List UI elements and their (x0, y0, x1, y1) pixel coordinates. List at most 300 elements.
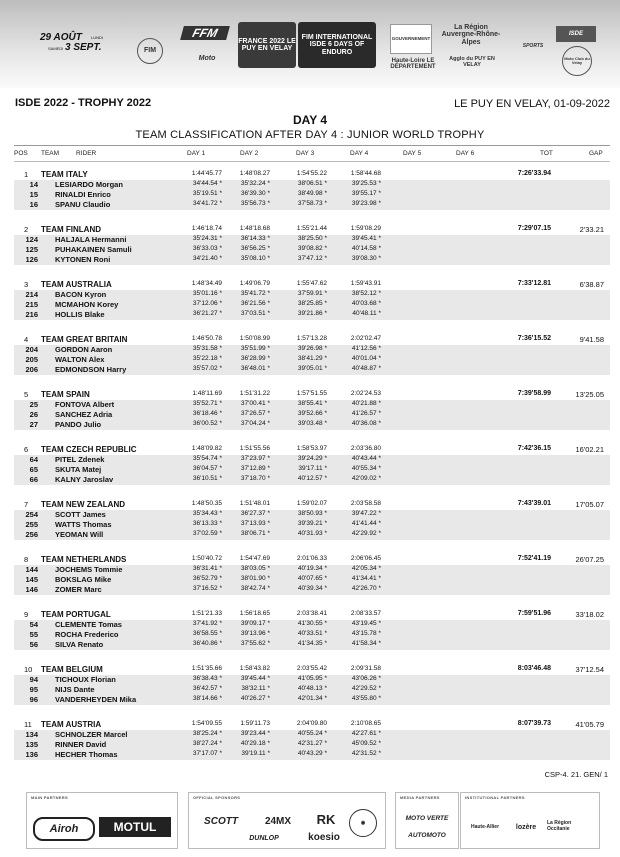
rider-day2: 37'00.41 * (240, 400, 270, 407)
team-row (0, 720, 620, 730)
rider-day3: 40'43.29 * (297, 750, 327, 757)
rider-day1: 37'16.52 * (192, 585, 222, 592)
rider-day3: 40'48.13 * (297, 685, 327, 692)
rider-day2: 35'08.10 * (240, 255, 270, 262)
rider-name: WALTON Alex (55, 355, 105, 364)
rider-day4: 39'23.98 * (351, 200, 381, 207)
media-partners-box (395, 792, 459, 849)
team-day4: 1:59'43.91 (350, 280, 381, 287)
rider-number: 214 (25, 290, 38, 299)
rider-day4: 42'29.52 * (351, 685, 381, 692)
team-day2: 1:54'47.69 (239, 555, 270, 562)
team-day4: 2:10'08.65 (350, 720, 381, 727)
rider-name: CLEMENTE Tomas (55, 620, 122, 629)
team-day4: 2:09'31.58 (350, 665, 381, 672)
team-day3: 1:58'53.97 (296, 445, 327, 452)
scott-logo: SCOTT (204, 815, 238, 827)
rider-number: 204 (25, 345, 38, 354)
team-classification-table (0, 167, 620, 772)
rider-row (0, 200, 620, 210)
team-day1: 1:51'35.66 (191, 665, 222, 672)
rider-day3: 38'55.41 * (297, 400, 327, 407)
rider-day1: 36'18.46 * (192, 410, 222, 417)
rider-day1: 35'19.51 * (192, 190, 222, 197)
rider-day1: 36'33.03 * (192, 245, 222, 252)
rider-day2: 35'41.72 * (240, 290, 270, 297)
rider-day4: 39'55.17 * (351, 190, 381, 197)
rider-name: GORDON Aaron (55, 345, 113, 354)
rider-day3: 42'01.34 * (297, 695, 327, 702)
rider-name: BACON Kyron (55, 290, 107, 299)
rider-row (0, 740, 620, 750)
rider-day1: 38'25.24 * (192, 730, 222, 737)
official-sponsors-box (188, 792, 386, 849)
team-day1: 1:48'09.82 (191, 445, 222, 452)
rider-row (0, 180, 620, 190)
team-day4: 2:06'06.45 (350, 555, 381, 562)
team-day3: 1:57'13.28 (296, 335, 327, 342)
airoh-logo: Airoh (33, 817, 95, 841)
rider-day3: 40'12.57 * (297, 475, 327, 482)
team-gap: 9'41.58 (579, 335, 604, 344)
rider-day4: 41'26.57 * (351, 410, 381, 417)
team-gap: 6'38.87 (579, 280, 604, 289)
rider-day3: 38'49.98 * (297, 190, 327, 197)
rider-day4: 40'01.04 * (351, 355, 381, 362)
region-logo: La Région Auvergne-Rhône-Alpes (441, 23, 501, 46)
rider-day2: 36'48.01 * (240, 365, 270, 372)
rider-day2: 36'39.30 * (240, 190, 270, 197)
rider-day3: 41'30.55 * (297, 620, 327, 627)
rider-day1: 36'58.55 * (192, 630, 222, 637)
rider-name: JOCHEMS Tommie (55, 565, 123, 574)
rider-day1: 34'21.40 * (192, 255, 222, 262)
moto-verte-logo: MOTO VERTE (405, 814, 449, 822)
rider-day1: 37'17.07 * (192, 750, 222, 757)
rider-name: VANDERHEYDEN Mika (55, 695, 137, 704)
team-block (0, 277, 620, 332)
rider-day4: 43'19.45 * (351, 620, 381, 627)
team-day2: 1:48'08.27 (239, 170, 270, 177)
team-day3: 2:03'55.42 (296, 665, 327, 672)
team-total: 7:33'12.81 (517, 280, 551, 287)
rider-day4: 38'52.12 * (351, 290, 381, 297)
team-gap: 41'05.79 (575, 720, 604, 729)
rider-day2: 40'29.18 * (240, 740, 270, 747)
rider-day4: 39'25.53 * (351, 180, 381, 187)
team-block (0, 167, 620, 222)
main-partners-label: MAIN PARTNERS (31, 795, 68, 800)
rider-name: HECHER Thomas (55, 750, 118, 759)
team-row (0, 665, 620, 675)
rider-day4: 42'27.61 * (351, 730, 381, 737)
rider-day2: 40'26.27 * (240, 695, 270, 702)
rider-name: YEOMAN Will (55, 530, 104, 539)
rider-name: NIJS Dante (55, 685, 95, 694)
rider-row (0, 750, 620, 760)
isde-logo: FIM INTERNATIONAL ISDE 6 DAYS OF ENDURO (298, 22, 376, 68)
rider-day4: 39'45.41 * (351, 235, 381, 242)
rider-day2: 36'27.37 * (240, 510, 270, 517)
rider-day3: 39'21.86 * (297, 310, 327, 317)
team-day2: 1:58'43.82 (239, 665, 270, 672)
rider-day1: 36'42.57 * (192, 685, 222, 692)
location-date: LE PUY EN VELAY, 01-09-2022 (454, 98, 610, 110)
media-partners-label: MEDIA PARTNERS (400, 795, 440, 800)
rider-day2: 37'26.57 * (240, 410, 270, 417)
rider-day2: 38'32.11 * (241, 685, 270, 692)
institutional-partners-label: INSTITUTIONAL PARTNERS (465, 795, 525, 800)
lozere-logo: lozère (515, 823, 537, 831)
rider-day4: 41'34.41 * (351, 575, 381, 582)
rider-day3: 38'50.93 * (297, 510, 327, 517)
team-day1: 1:44'45.77 (191, 170, 222, 177)
rider-day4: 40'21.88 * (351, 400, 381, 407)
main-partners-box (26, 792, 178, 849)
classification-subtitle: TEAM CLASSIFICATION AFTER DAY 4 : JUNIOR WORLD TROPHY (135, 129, 485, 141)
rider-row (0, 465, 620, 475)
sponsor-logo-top-right: ISDE (556, 26, 596, 42)
rider-row (0, 255, 620, 265)
col-day3: DAY 3 (296, 150, 315, 157)
automoto-logo: AUTOMOTO (408, 831, 446, 839)
date-end: 3 SEPT. (65, 42, 102, 53)
ffm-logo: FFM (180, 26, 230, 40)
rider-number: 54 (29, 620, 38, 629)
rider-row (0, 730, 620, 740)
rider-day3: 41'34.35 * (297, 640, 327, 647)
rider-day1: 35'34.43 * (192, 510, 222, 517)
rider-day2: 37'12.89 * (240, 465, 270, 472)
rider-name: RINNER David (55, 740, 107, 749)
team-position: 4 (24, 335, 29, 344)
rider-row (0, 400, 620, 410)
rider-day4: 45'09.52 * (351, 740, 381, 747)
team-name: TEAM CZECH REPUBLIC (41, 445, 137, 454)
team-row (0, 335, 620, 345)
rider-day3: 37'58.73 * (297, 200, 327, 207)
rider-row (0, 620, 620, 630)
rider-row (0, 530, 620, 540)
rider-day1: 36'10.51 * (192, 475, 222, 482)
rider-name: BOKSLAG Mike (55, 575, 112, 584)
rider-day2: 38'03.05 * (240, 565, 270, 572)
rider-number: 126 (25, 255, 38, 264)
rider-name: RINALDI Enrico (55, 190, 111, 199)
team-total: 8:07'39.73 (517, 720, 551, 727)
team-position: 3 (24, 280, 29, 289)
moto-logo: Moto (198, 55, 216, 63)
rider-row (0, 190, 620, 200)
rider-row (0, 455, 620, 465)
rider-day2: 36'56.25 * (240, 245, 270, 252)
rider-day3: 37'47.12 * (297, 255, 327, 262)
rider-day3: 40'31.93 * (297, 530, 327, 537)
team-day1: 1:48'11.69 (192, 390, 222, 397)
rider-number: 16 (29, 200, 38, 209)
team-total: 7:42'36.15 (517, 445, 551, 452)
rider-day2: 37'13.93 * (240, 520, 270, 527)
dunlop-logo: DUNLOP (249, 835, 279, 842)
rider-row (0, 510, 620, 520)
rider-number: 125 (25, 245, 38, 254)
motul-logo: MOTUL (99, 817, 171, 837)
rider-day1: 35'54.74 * (192, 455, 222, 462)
rider-number: 95 (29, 685, 38, 694)
rider-day3: 39'24.29 * (297, 455, 327, 462)
rider-number: 26 (29, 410, 38, 419)
team-day4: 1:58'44.68 (350, 170, 381, 177)
team-block (0, 717, 620, 772)
rider-day3: 38'06.51 * (297, 180, 327, 187)
rider-number: 94 (29, 675, 38, 684)
team-name: TEAM AUSTRALIA (41, 280, 112, 289)
date-start: 29 AOÛT (40, 32, 82, 43)
rider-name: EDMONDSON Harry (55, 365, 127, 374)
rider-row (0, 345, 620, 355)
rider-day3: 40'55.24 * (297, 730, 327, 737)
team-gap: 33'18.02 (575, 610, 604, 619)
rider-number: 96 (29, 695, 38, 704)
rider-day3: 40'19.34 * (297, 565, 327, 572)
team-total: 7:39'58.99 (517, 390, 551, 397)
rider-name: ROCHA Frederico (55, 630, 119, 639)
team-day2: 1:51'31.22 (239, 390, 270, 397)
rider-day2: 37'55.62 * (240, 640, 270, 647)
team-row (0, 225, 620, 235)
team-total: 7:52'41.19 (517, 555, 551, 562)
team-name: TEAM NETHERLANDS (41, 555, 127, 564)
team-row (0, 280, 620, 290)
rider-day2: 35'56.73 * (240, 200, 270, 207)
rider-row (0, 585, 620, 595)
team-day4: 2:02'02.47 (350, 335, 381, 342)
rider-day2: 39'13.96 * (240, 630, 270, 637)
rider-row (0, 630, 620, 640)
haute-loire-logo: Haute-Loire LE DÉPARTEMENT (390, 57, 436, 70)
team-block (0, 387, 620, 442)
institutional-partners-box (460, 792, 600, 849)
rider-day1: 35'22.18 * (192, 355, 222, 362)
team-day3: 1:59'02.07 (296, 500, 327, 507)
rider-day2: 36'14.33 * (240, 235, 270, 242)
team-name: TEAM ITALY (41, 170, 88, 179)
24mx-logo: 24MX (264, 815, 292, 827)
rider-row (0, 675, 620, 685)
rider-day1: 35'52.71 * (192, 400, 222, 407)
team-total: 8:03'46.48 (517, 665, 551, 672)
rider-number: 27 (29, 420, 38, 429)
official-sponsors-label: OFFICIAL SPONSORS (193, 795, 241, 800)
team-row (0, 390, 620, 400)
rider-day4: 42'29.92 * (351, 530, 381, 537)
team-name: TEAM SPAIN (41, 390, 90, 399)
team-row (0, 170, 620, 180)
rider-number: 255 (25, 520, 38, 529)
col-pos: POS (14, 150, 28, 157)
rider-day4: 40'55.34 * (351, 465, 381, 472)
rider-number: 66 (29, 475, 38, 484)
team-day3: 1:54'55.22 (296, 170, 327, 177)
team-gap: 16'02.21 (575, 445, 604, 454)
rider-row (0, 685, 620, 695)
rider-number: 216 (25, 310, 38, 319)
rider-day3: 39'08.82 * (297, 245, 327, 252)
rider-day1: 37'12.06 * (192, 300, 222, 307)
rider-day4: 39'47.22 * (351, 510, 381, 517)
team-name: TEAM FINLAND (41, 225, 101, 234)
rider-day2: 38'01.90 * (240, 575, 270, 582)
rider-day4: 40'48.11 * (352, 310, 381, 317)
team-row (0, 610, 620, 620)
team-day4: 1:59'08.29 (350, 225, 381, 232)
rider-day3: 39'39.21 * (297, 520, 327, 527)
col-tot: TOT (540, 150, 553, 157)
footer-code: CSP-4. 21. GEN/ 1 (544, 770, 608, 779)
team-position: 8 (24, 555, 29, 564)
rider-day3: 39'17.11 * (298, 465, 327, 472)
rider-day2: 39'45.44 * (240, 675, 270, 682)
col-gap: GAP (589, 150, 603, 157)
rider-number: 146 (25, 585, 38, 594)
rider-day2: 37'03.51 * (240, 310, 270, 317)
rider-name: PUHAKAINEN Samuli (55, 245, 132, 254)
rider-day1: 35'31.58 * (192, 345, 222, 352)
rider-day3: 40'07.65 * (297, 575, 327, 582)
team-gap: 17'05.07 (575, 500, 604, 509)
column-header-divider (14, 161, 610, 162)
rider-day2: 37'23.97 * (240, 455, 270, 462)
rider-day2: 35'51.99 * (240, 345, 270, 352)
rider-number: 64 (29, 455, 38, 464)
rider-day1: 37'41.92 * (192, 620, 222, 627)
rider-name: TICHOUX Florian (55, 675, 116, 684)
team-day3: 2:03'38.41 (296, 610, 327, 617)
team-total: 7:36'15.52 (517, 335, 551, 342)
rider-row (0, 565, 620, 575)
rider-number: 145 (25, 575, 38, 584)
rider-day4: 43'55.80 * (351, 695, 381, 702)
rider-day4: 40'36.08 * (351, 420, 381, 427)
col-rider: RIDER (76, 150, 97, 157)
moto-club-velay-logo: Moto Club du Velay (562, 46, 592, 76)
rider-name: KYTONEN Roni (55, 255, 111, 264)
team-day3: 1:55'21.44 (296, 225, 327, 232)
rider-day1: 34'41.72 * (192, 200, 222, 207)
team-total: 7:29'07.15 (517, 225, 551, 232)
rider-day4: 42'31.52 * (351, 750, 381, 757)
rider-day3: 38'25.85 * (297, 300, 327, 307)
rider-day3: 39'05.01 * (297, 365, 327, 372)
sponsor-logo-red-wing: SPORTS (522, 43, 544, 50)
team-day2: 1:49'06.79 (239, 280, 270, 287)
team-name: TEAM PORTUGAL (41, 610, 111, 619)
rider-row (0, 420, 620, 430)
rider-day1: 36'38.43 * (192, 675, 222, 682)
rider-day3: 37'59.91 * (297, 290, 327, 297)
rk-logo: RK (316, 811, 336, 827)
team-row (0, 500, 620, 510)
team-block (0, 662, 620, 717)
team-day4: 2:02'24.53 (350, 390, 381, 397)
team-day2: 1:50'08.99 (239, 335, 270, 342)
rider-number: 256 (25, 530, 38, 539)
date-start-weekday: LUNDI (91, 35, 104, 40)
column-header-row (0, 150, 620, 160)
sponsor-round-logo: ◉ (349, 809, 377, 837)
team-name: TEAM NEW ZEALAND (41, 500, 125, 509)
rider-name: SPANU Claudio (55, 200, 111, 209)
team-gap: 26'07.25 (575, 555, 604, 564)
header-divider (14, 145, 610, 146)
rider-name: WATTS Thomas (55, 520, 112, 529)
rider-name: MCMAHON Korey (55, 300, 119, 309)
rider-day1: 36'21.27 * (192, 310, 222, 317)
team-day2: 1:59'11.73 (240, 720, 270, 727)
col-day4: DAY 4 (350, 150, 369, 157)
rider-name: PITEL Zdenek (55, 455, 105, 464)
team-position: 6 (24, 445, 29, 454)
rider-day1: 36'13.33 * (192, 520, 222, 527)
team-position: 11 (24, 720, 32, 729)
rider-day3: 39'52.66 * (297, 410, 327, 417)
rider-row (0, 290, 620, 300)
rider-number: 56 (29, 640, 38, 649)
team-block (0, 552, 620, 607)
rider-day4: 41'12.56 * (351, 345, 381, 352)
rider-row (0, 475, 620, 485)
rider-day1: 35'57.02 * (192, 365, 222, 372)
haute-allier-logo: Haute-Allier (470, 824, 500, 830)
header-logo-strip (0, 0, 620, 90)
team-row (0, 555, 620, 565)
rider-name: KALNY Jaroslav (55, 475, 114, 484)
agglo-puy-logo: Agglo du PUY EN VELAY (449, 56, 495, 68)
rider-name: HOLLIS Blake (55, 310, 105, 319)
rider-day3: 38'41.29 * (297, 355, 327, 362)
rider-name: SANCHEZ Adria (55, 410, 113, 419)
team-row (0, 445, 620, 455)
rider-day4: 39'08.30 * (351, 255, 381, 262)
rider-number: 55 (29, 630, 38, 639)
team-total: 7:26'33.94 (517, 170, 551, 177)
rider-day4: 41'41.44 * (351, 520, 381, 527)
team-day1: 1:50'40.72 (191, 555, 222, 562)
team-gap: 37'12.54 (575, 665, 604, 674)
rider-day1: 37'02.59 * (192, 530, 222, 537)
rider-day1: 36'04.57 * (192, 465, 222, 472)
team-gap: 13'25.05 (575, 390, 604, 399)
rider-number: 134 (25, 730, 38, 739)
rider-row (0, 640, 620, 650)
rider-day2: 37'04.24 * (240, 420, 270, 427)
rider-day2: 36'21.56 * (240, 300, 270, 307)
team-day4: 2:03'36.80 (350, 445, 381, 452)
rider-day1: 36'52.79 * (192, 575, 222, 582)
rider-day2: 39'19.11 * (241, 750, 270, 757)
rider-day4: 40'03.68 * (351, 300, 381, 307)
team-day2: 1:51'55.56 (239, 445, 270, 452)
rider-number: 205 (25, 355, 38, 364)
team-day1: 1:54'09.55 (191, 720, 222, 727)
rider-number: 65 (29, 465, 38, 474)
rider-row (0, 520, 620, 530)
rider-name: SCOTT James (55, 510, 106, 519)
team-day1: 1:46'18.74 (191, 225, 222, 232)
col-day6: DAY 6 (456, 150, 475, 157)
team-name: TEAM BELGIUM (41, 665, 103, 674)
team-day1: 1:48'34.49 (191, 280, 222, 287)
